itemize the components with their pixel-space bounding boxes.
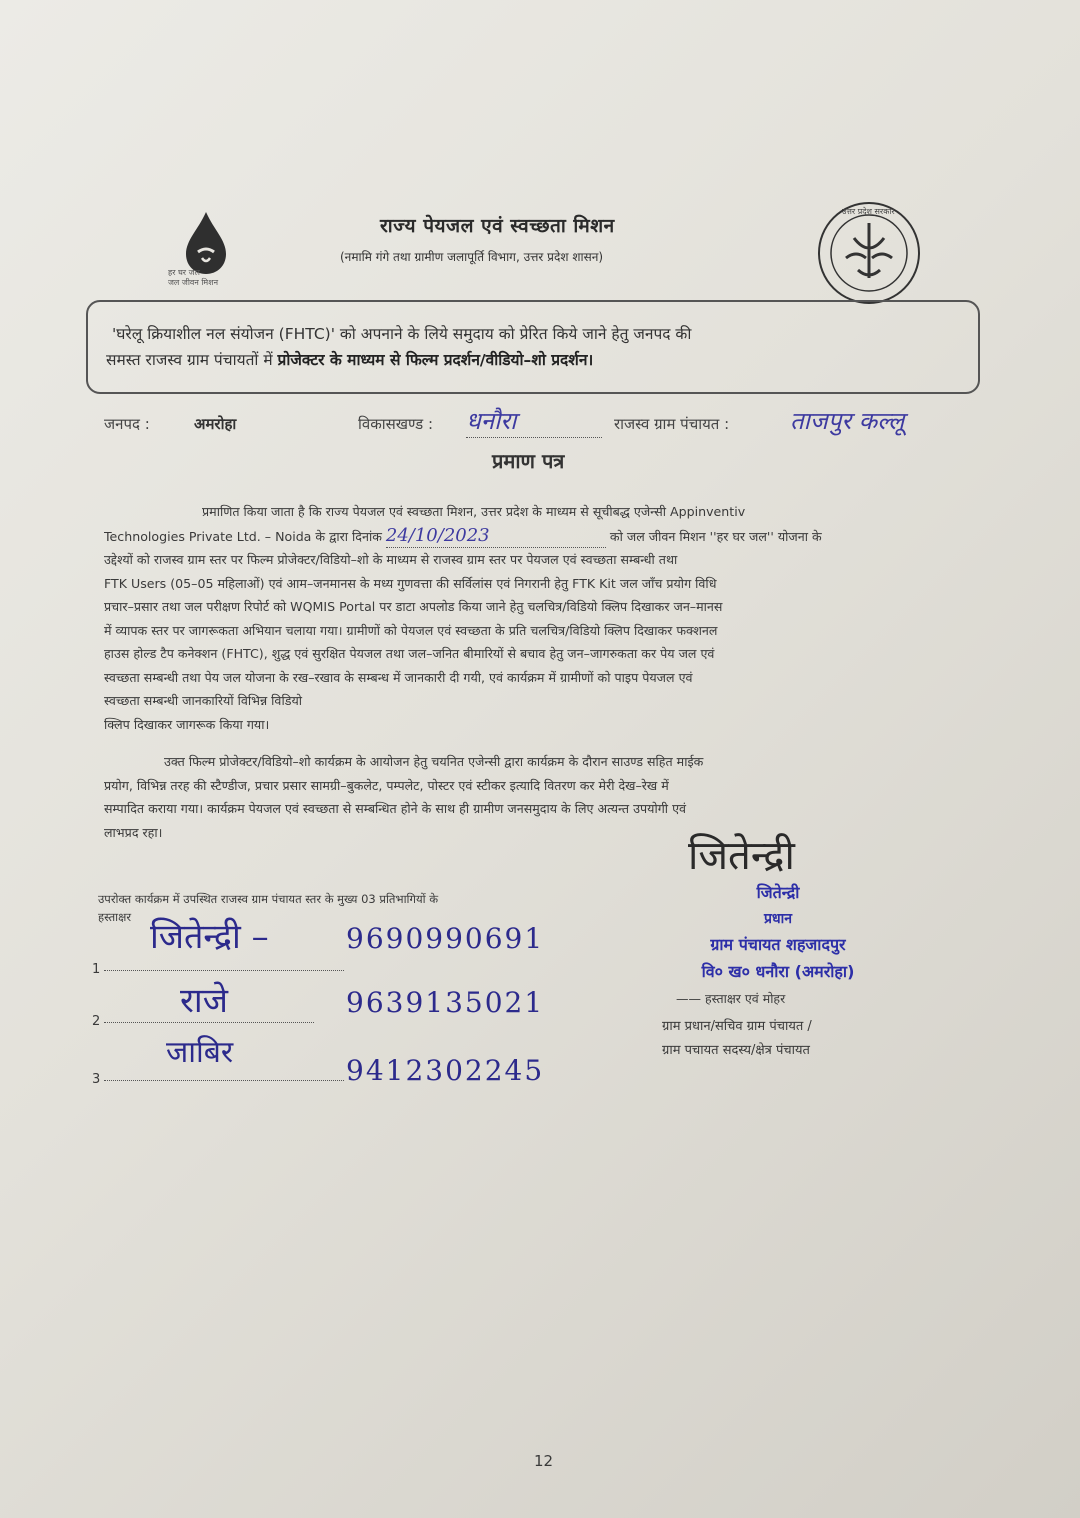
participant-line bbox=[104, 970, 344, 971]
participant-row-3 bbox=[92, 1068, 100, 1087]
body-line-2 bbox=[104, 524, 1024, 549]
title-box bbox=[86, 300, 980, 394]
participants-intro-2: हस्ताक्षर bbox=[98, 910, 132, 924]
role-line-1: ग्राम प्रधान/सचिव ग्राम पंचायत / bbox=[662, 1019, 812, 1034]
block-label: विकासखण्ड : bbox=[358, 415, 434, 433]
participant-row-2 bbox=[92, 1010, 100, 1029]
participant-line bbox=[104, 1080, 344, 1081]
title-box-line1: 'घरेलू क्रियाशील नल संयोजन (FHTC)' को अपनाने के लिये समुदाय को प्रेरित किये जाने हेतु जनपद की bbox=[112, 325, 692, 343]
participant-row-1 bbox=[92, 958, 100, 977]
participant-number: 2 bbox=[92, 1014, 101, 1029]
certificate-body bbox=[104, 500, 1024, 736]
participant-3-name: जाबिर bbox=[166, 1035, 234, 1070]
body2-line-2: प्रयोग, विभिन्न तरह की स्टैण्डीज, प्रचार प्रसार सामग्री–बुकलेट, पम्पलेट, पोस्टर एवं स्टीकर इत्यादि वितरण कर मेरी देख–रेख में bbox=[104, 777, 669, 793]
body-line-2-end: को जल जीवन मिशन ''हर घर जल'' योजना के bbox=[609, 528, 822, 544]
participant-2-phone: 9639135021 bbox=[346, 986, 545, 1019]
body2-line-3: सम्पादित कराया गया। कार्यक्रम पेयजल एवं स्वच्छता से सम्बन्धित होने के साथ ही ग्रामीण जनसमुदाय के लिए अत्यन्त उपयोगी एवं bbox=[104, 801, 687, 816]
stamp-office: ग्राम पंचायत शहजादपुर bbox=[710, 935, 846, 954]
certificate-body-2 bbox=[104, 750, 1024, 844]
body-line-6: में व्यापक स्तर पर जागरूकता अभियान चलाया गया। ग्रामीणों को पेयजल एवं स्वच्छता के प्रति चलचित्र/विडियो क्लिप दिखाकर फक्शनल bbox=[104, 622, 718, 638]
body-line-9: स्वच्छता सम्बन्धी जानकारियों विभिन्न विडियो bbox=[104, 693, 303, 708]
body2-line-1: उक्त फिल्म प्रोजेक्टर/विडियो–शो कार्यक्रम के आयोजन हेतु चयनित एजेन्सी द्वारा कार्यक्रम के दौरान साउण्ड सहित माईक bbox=[164, 754, 704, 769]
page-number: 12 bbox=[534, 1452, 554, 1470]
participant-number: 1 bbox=[92, 962, 101, 977]
title-box-line2-bold: प्रोजेक्टर के माध्यम से फिल्म प्रदर्शन/वीडियो–शो प्रदर्शन। bbox=[277, 351, 594, 369]
body-line-1: प्रमाणित किया जाता है कि राज्य पेयजल एवं स्वच्छता मिशन, उत्तर प्रदेश के माध्यम से सूचीबद्ध एजेन्सी Appinventiv bbox=[202, 504, 746, 519]
signatory-signature: जितेन्द्री bbox=[688, 833, 795, 879]
participant-number: 3 bbox=[92, 1072, 101, 1087]
participant-1-name: जितेन्द्री – bbox=[150, 917, 269, 957]
left-logo-line1: हर घर जल bbox=[168, 268, 200, 277]
participant-3-phone: 9412302245 bbox=[346, 1054, 545, 1087]
stamp-block: वि० ख० धनौरा (अमरोहा) bbox=[701, 962, 855, 981]
page-title: राज्य पेयजल एवं स्वच्छता मिशन bbox=[380, 215, 615, 237]
participants-intro-1: उपरोक्त कार्यक्रम में उपस्थित राजस्व ग्राम पंचायत स्तर के मुख्य 03 प्रतिभागियों के bbox=[98, 892, 439, 906]
left-logo-line2: जल जीवन मिशन bbox=[168, 278, 219, 287]
janpad-value: अमरोहा bbox=[194, 415, 237, 433]
page-subtitle: (नमामि गंगे तथा ग्रामीण जलापूर्ति विभाग, उत्तर प्रदेश शासन) bbox=[340, 250, 604, 264]
title-box-line2 bbox=[106, 348, 593, 370]
body-line-8: स्वच्छता सम्बन्धी तथा पेय जल योजना के रख–रखाव के सम्बन्ध में जानकारी दी गयी, एवं कार्यक्रम में ग्रामीणों को पाइप पेयजल एवं bbox=[104, 669, 693, 685]
participant-2-name: राजे bbox=[180, 981, 228, 1021]
body-line-7: हाउस होल्ड टैप कनेक्शन (FHTC), शुद्ध एवं सुरक्षित पेयजल तथा जल–जनित बीमारियों से बचाव हेतु जन–जागरुकता कर पेय जल एवं bbox=[104, 646, 715, 661]
seal-label: —— हस्ताक्षर एवं मोहर bbox=[676, 991, 786, 1006]
block-value: धनौरा bbox=[466, 404, 602, 438]
role-line-2: ग्राम पचायत सदस्य/क्षेत्र पंचायत bbox=[662, 1043, 810, 1058]
janpad-label: जनपद : bbox=[104, 415, 150, 433]
program-date: 24/10/2023 bbox=[386, 524, 606, 549]
body-line-4: FTK Users (05–05 महिलाओं) एवं आम–जनमानस के मध्य गुणवत्ता की सर्विलांस एवं निगरानी हेतु FTK Kit जल जाँच प्रयोग विधि bbox=[104, 575, 717, 591]
body-line-5: प्रचार–प्रसार तथा जल परीक्षण रिपोर्ट को WQMIS Portal पर डाटा अपलोड किया जाने हेतु चलचित्र/विडियो क्लिप दिखाकर जन–मानस bbox=[104, 599, 723, 614]
participant-line bbox=[104, 1022, 314, 1023]
panchayat-label: राजस्व ग्राम पंचायत : bbox=[614, 415, 730, 433]
left-logo-caption bbox=[168, 268, 218, 288]
title-box-line2-normal: समस्त राजस्व ग्राम पंचायतों में bbox=[106, 351, 278, 369]
certificate-heading: प्रमाण पत्र bbox=[492, 449, 565, 473]
body2-line-4: लाभप्रद रहा। bbox=[104, 824, 163, 840]
stamp-post: प्रधान bbox=[764, 911, 792, 927]
panchayat-value: ताजपुर कल्लू bbox=[790, 407, 905, 435]
participant-1-phone: 9690990691 bbox=[346, 922, 545, 955]
official-stamp bbox=[668, 880, 888, 986]
body-line-10: क्लिप दिखाकर जागरूक किया गया। bbox=[104, 716, 270, 732]
body-line-2-start: Technologies Private Ltd. – Noida के द्वारा दिनांक bbox=[104, 528, 382, 544]
body-line-3: उद्देश्यों को राजस्व ग्राम स्तर पर फिल्म प्रोजेक्टर/विडियो–शो के माध्यम से राजस्व ग्राम स्तर पर पेयजल एवं स्वच्छता सम्बन्धी तथा bbox=[104, 552, 678, 567]
stamp-name: जितेन्द्री bbox=[756, 883, 800, 902]
emblem-caption: उत्तर प्रदेश सरकार bbox=[842, 207, 895, 216]
